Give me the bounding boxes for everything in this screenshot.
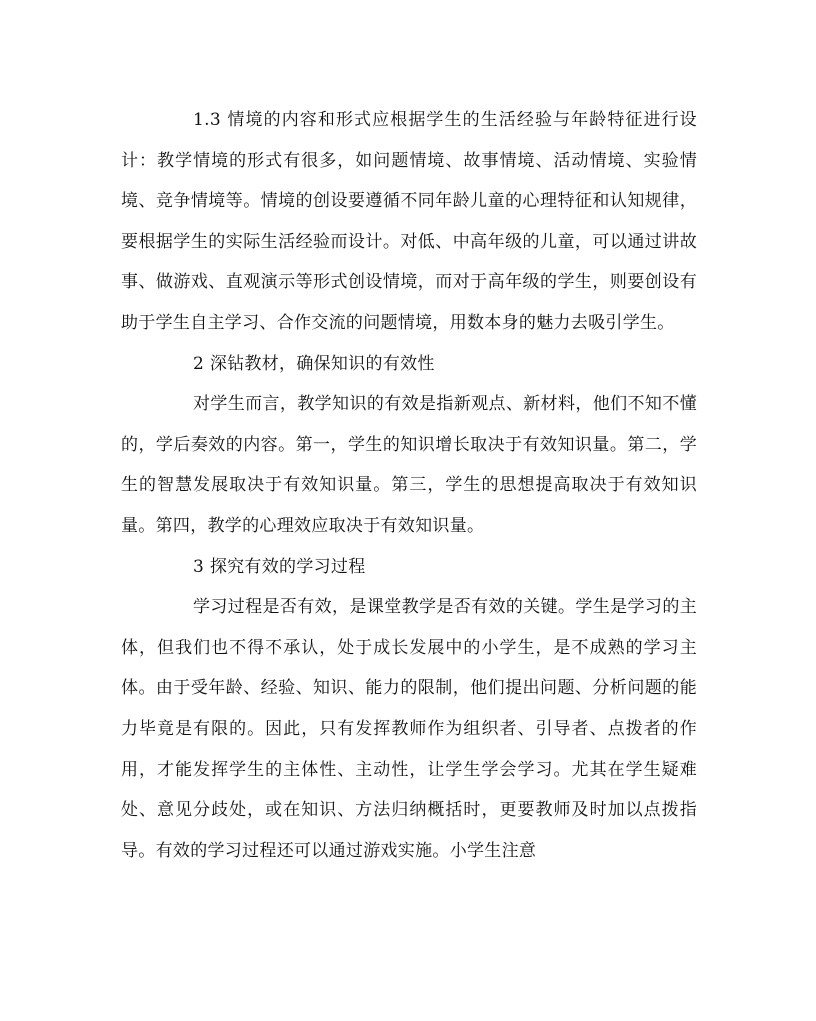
paragraph-situation-design: 1.3 情境的内容和形式应根据学生的生活经验与年龄特征进行设计：教学情境的形式有很多，如问题情境、故事情境、活动情境、实验情境、竞争情境等。情境的创设要遵循不同年龄儿童的心理特征和认知规律，要根据学生的实际生活经验而设计。对低、中高年级的儿童，可以通过讲故事、做游戏、直观演示等形式创设情境，而对于高年级的学生，则要创设有助于学生自主学习、合作交流的问题情境，用数本身的魅力去吸引学生。 — [121, 110, 697, 333]
paragraph-effective-knowledge: 对学生而言，教学知识的有效是指新观点、新材料，他们不知不懂的，学后奏效的内容。第一，学生的知识增长取决于有效知识量。第二，学生的智慧发展取决于有效知识量。第三，学生的思想提高取决于有效知识量。第四，教学的心理效应取决于有效知识量。 — [121, 394, 697, 536]
document-body — [121, 100, 697, 871]
paragraph-learning-process: 学习过程是否有效，是课堂教学是否有效的关键。学生是学习的主体，但我们也不得不承认，处于成长发展中的小学生，是不成熟的学习主体。由于受年龄、经验、知识、能力的限制，他们提出问题、分析问题的能力毕竟是有限的。因此，只有发挥教师作为组织者、引导者、点拨者的作用，才能发挥学生的主体性、主动性，让学生学会学习。尤其在学生疑难处、意见分歧处，或在知识、方法归纳概括时，更要教师及时加以点拨指导。有效的学习过程还可以通过游戏实施。小学生注意 — [121, 597, 697, 861]
heading-section-3: 3 探究有效的学习过程 — [193, 556, 366, 577]
heading-section-2: 2 深钻教材，确保知识的有效性 — [193, 353, 435, 374]
